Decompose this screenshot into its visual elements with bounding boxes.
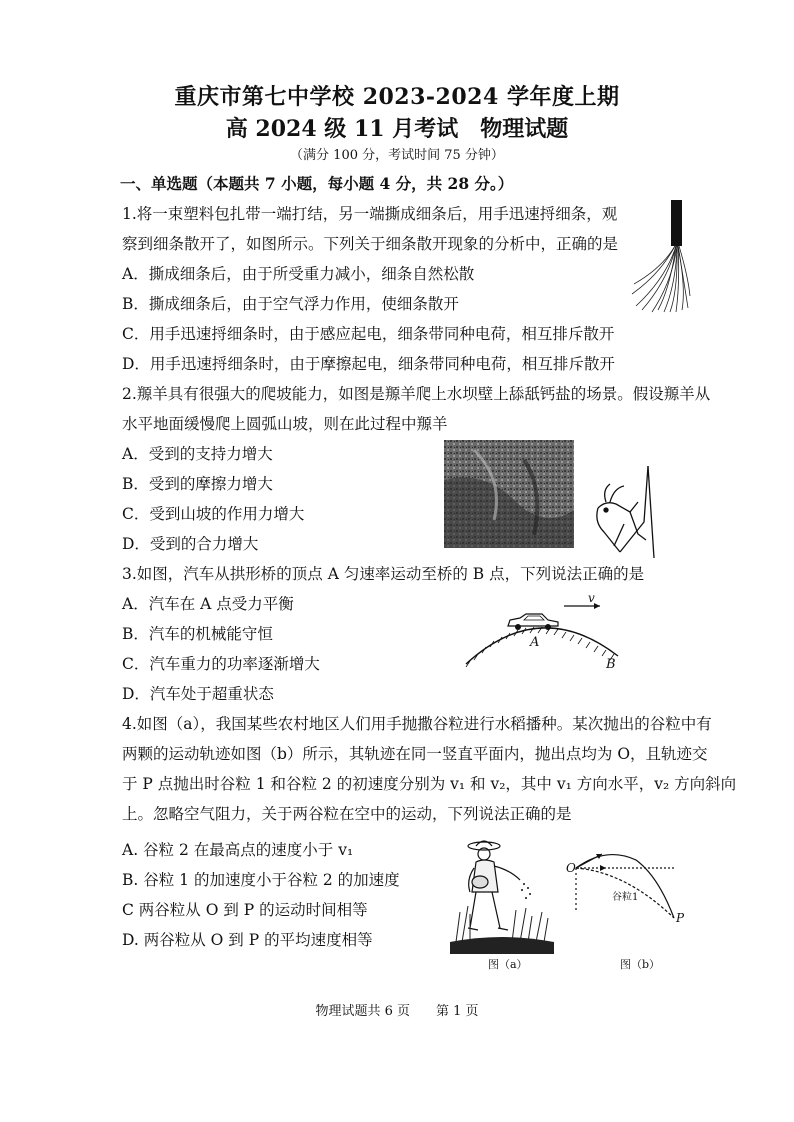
school-title: 重庆市第七中学校 2023-2024 学年度上期 — [174, 84, 620, 110]
q1-option-c: C．用手迅速捋细条时，由于感应起电，细条带同种电荷，相互排斥散开 — [122, 325, 615, 343]
q1-stem-line-1: 1.将一束塑料包扎带一端打结，另一端撕成细条后，用手迅速捋细条，观 — [122, 205, 618, 223]
q2-option-d: D．受到的合力增大 — [122, 535, 259, 553]
q4-option-a: A. 谷粒 2 在最高点的速度小于 v₁ — [122, 841, 354, 859]
q3-option-a: A．汽车在 A 点受力平衡 — [122, 595, 294, 613]
point-b-label: B — [606, 657, 616, 672]
q2-option-b: B．受到的摩擦力增大 — [122, 475, 273, 493]
point-o-label: O — [566, 861, 576, 875]
q1-option-b: B．撕成细条后，由于空气浮力作用，使细条散开 — [122, 295, 459, 313]
exam-meta: （满分 100 分，考试时间 75 分钟） — [290, 148, 504, 163]
q3-option-c: C．汽车重力的功率逐渐增大 — [122, 655, 320, 673]
grain-1-label: 谷粒1 — [612, 892, 639, 903]
q4-stem-line-1: 4.如图（a），我国某些农村地区人们用手抛撒谷粒进行水稻播种。某次抛出的谷粒中有 — [122, 715, 712, 733]
footer-page-number: 第 1 页 — [436, 1004, 479, 1019]
ibex-dam-photo — [444, 440, 574, 548]
q4-stem-line-2: 两颗的运动轨迹如图（b）所示，其轨迹在同一竖直平面内，抛出点均为 O，且轨迹交 — [122, 745, 708, 763]
q3-option-d: D．汽车处于超重状态 — [122, 685, 274, 703]
q1-stem-line-2: 察到细条散开了，如图所示。下列关于细条散开现象的分析中，正确的是 — [122, 235, 619, 253]
page-footer — [0, 1000, 794, 1019]
q2-option-a: A．受到的支持力增大 — [122, 445, 273, 463]
q2-stem-line-2: 水平地面缓慢爬上圆弧山坡，则在此过程中羱羊 — [122, 415, 448, 433]
q2-option-c: C．受到山坡的作用力增大 — [122, 505, 305, 523]
car-icon — [508, 614, 558, 630]
caption-b: 图（b） — [620, 958, 661, 971]
velocity-label: v — [588, 591, 595, 605]
point-a-label: A — [530, 635, 540, 650]
q4-stem-line-3: 于 P 点抛出时谷粒 1 和谷粒 2 的初速度分别为 v₁ 和 v₂，其中 v₁ 方向水平，v₂ 方向斜向 — [122, 775, 737, 793]
q4-stem-line-4: 上。忽略空气阻力，关于两谷粒在空中的运动，下列说法正确的是 — [122, 805, 572, 823]
q3-stem: 3.如图，汽车从拱形桥的顶点 A 匀速率运动至桥的 B 点，下列说法正确的是 — [122, 565, 645, 583]
exam-title — [0, 112, 794, 143]
farmer-sowing-figure — [450, 836, 554, 972]
q3-option-b: B．汽车的机械能守恒 — [122, 625, 273, 643]
q4-option-c: C 两谷粒从 O 到 P 的运动时间相等 — [122, 901, 368, 919]
q2-stem-line-1: 2.羱羊具有很强大的爬坡能力，如图是羱羊爬上水坝壁上舔舐钙盐的场景。假设羱羊从 — [122, 385, 711, 403]
subject-name: 物理试题 — [480, 116, 569, 142]
q1-option-a: A．撕成细条后，由于所受重力减小，细条自然松散 — [122, 265, 475, 283]
grain-trajectory-figure — [566, 842, 686, 972]
footer-total-pages: 物理试题共 6 页 — [315, 1004, 410, 1019]
q4-option-d: D. 两谷粒从 O 到 P 的平均速度相等 — [122, 931, 373, 949]
point-p-label: P — [676, 911, 685, 925]
exam-name: 高 2024 级 11 月考试 — [225, 116, 459, 142]
ibex-on-slope-sketch — [584, 462, 664, 560]
caption-a: 图（a） — [488, 958, 528, 971]
q1-option-d: D．用手迅速捋细条时，由于摩擦起电，细条带同种电荷，相互排斥散开 — [122, 355, 615, 373]
arch-bridge-figure — [462, 590, 638, 672]
plastic-strips-figure — [630, 198, 692, 314]
q4-option-b: B. 谷粒 1 的加速度小于谷粒 2 的加速度 — [122, 871, 400, 889]
section-title: 一、单选题（本题共 7 小题，每小题 4 分，共 28 分。） — [120, 174, 514, 193]
